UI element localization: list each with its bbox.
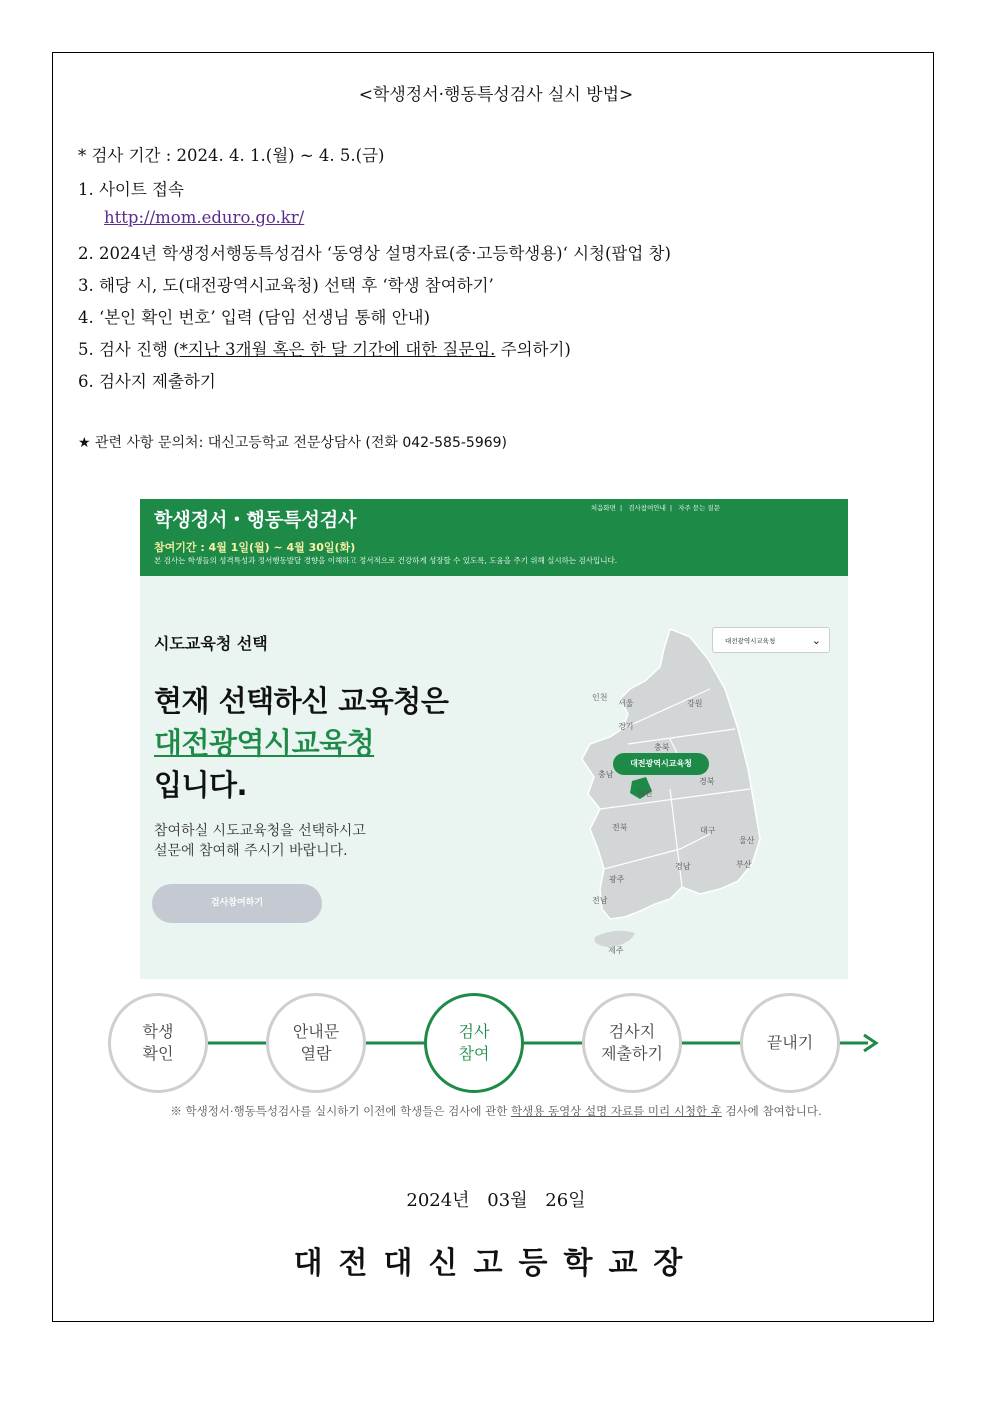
step-2: 2. 2024년 학생정서행동특성검사 ‘동영상 설명자료(중·고등학생용)‘ 시청(팝업 창) xyxy=(78,244,671,263)
region-label: 울산 xyxy=(739,836,755,845)
headline-1: 현재 선택하신 교육청은 xyxy=(154,684,449,718)
selected-office-pin: 대전광역시교육청 xyxy=(613,753,709,775)
site-link[interactable] xyxy=(104,208,304,227)
select-heading: 시도교육청 선택 xyxy=(154,634,268,653)
start-exam-button[interactable]: 검사참여하기 xyxy=(152,884,322,923)
step-circle: 검사지 제출하기 xyxy=(582,993,682,1093)
principal-signature: 대전대신고등학교장 xyxy=(293,1246,699,1281)
step-1: 1. 사이트 접속 xyxy=(78,180,184,199)
region-label: 충북 xyxy=(654,743,670,752)
chevron-down-icon: ⌄ xyxy=(811,634,821,647)
region-label: 제주 xyxy=(608,946,624,955)
site-title: 학생정서・행동특성검사 xyxy=(154,509,357,531)
step-3: 3. 해당 시, 도(대전광역시교육청) 선택 후 ‘학생 참여하기’ xyxy=(78,276,494,295)
region-label: 경남 xyxy=(675,862,691,871)
site-nav: 처음화면 | 검사참여안내 | 자주 묻는 질문 xyxy=(590,504,720,512)
site-screenshot xyxy=(140,499,848,979)
region-label: 전남 xyxy=(592,896,608,905)
step-flow xyxy=(0,988,992,1098)
step-circle: 학생 확인 xyxy=(108,993,208,1093)
step-5: 5. 검사 진행 (*지난 3개월 혹은 한 달 기간에 대한 질문임. 주의하기) xyxy=(78,340,571,359)
step-6: 6. 검사지 제출하기 xyxy=(78,372,216,391)
region-label: 부산 xyxy=(736,860,752,869)
headline-3: 입니다. xyxy=(154,768,248,802)
nav-home[interactable]: 처음화면 xyxy=(590,504,616,512)
region-label: 경북 xyxy=(699,777,715,786)
region-label: 대구 xyxy=(700,826,716,835)
site-description: 본 검사는 학생들의 성격특성과 정서행동발달 경향을 이해하고 정서적으로 건강하게 성장할 수 있도록, 도움을 주기 위해 실시하는 검사입니다. xyxy=(154,556,618,565)
region-label: 인천 xyxy=(592,693,608,702)
doc-title: <학생정서·행동특성검사 실시 방법> xyxy=(358,85,634,105)
office-select[interactable]: 대전광역시교육청 ⌄ xyxy=(712,627,830,653)
site-header xyxy=(140,499,848,576)
nav-guide[interactable]: 검사참여안내 xyxy=(628,504,666,512)
step-circle-active: 검사 참여 xyxy=(424,993,524,1093)
guide-text: 참여하실 시도교육청을 선택하시고 설문에 참여해 주시기 바랍니다. xyxy=(154,823,366,859)
region-label: 전북 xyxy=(612,823,628,832)
korea-map xyxy=(560,619,790,969)
region-label: 강원 xyxy=(687,699,703,708)
region-label: 서울 xyxy=(618,699,634,708)
contact-info: ★ 관련 사항 문의처: 대신고등학교 전문상담사 (전화 042-585-5969) xyxy=(78,435,507,451)
video-note: ※ 학생정서·행동특성검사를 실시하기 이전에 학생들은 검사에 관한 학생용 동영상 설명 자료를 미리 시청한 후 검사에 참여합니다. xyxy=(170,1104,822,1118)
nav-faq[interactable]: 자주 묻는 질문 xyxy=(678,504,720,512)
region-label: 대전 xyxy=(637,789,653,798)
exam-period: * 검사 기간 : 2024. 4. 1.(월) ~ 4. 5.(금) xyxy=(78,146,385,165)
doc-date: 2024년 03월 26일 xyxy=(406,1190,586,1211)
site-url[interactable]: http://mom.eduro.go.kr/ xyxy=(104,208,305,227)
step-4: 4. ‘본인 확인 번호’ 입력 (담임 선생님 통해 안내) xyxy=(78,308,431,327)
step-circle: 안내문 열람 xyxy=(266,993,366,1093)
participation-period: 참여기간 : 4월 1일(월) ~ 4월 30일(화) xyxy=(154,541,356,554)
region-label: 경기 xyxy=(618,722,634,731)
headline-office: 대전광역시교육청 xyxy=(154,726,375,760)
step-circle: 끝내기 xyxy=(740,993,840,1093)
region-label: 광주 xyxy=(609,875,625,884)
region-label: 충남 xyxy=(598,770,614,779)
